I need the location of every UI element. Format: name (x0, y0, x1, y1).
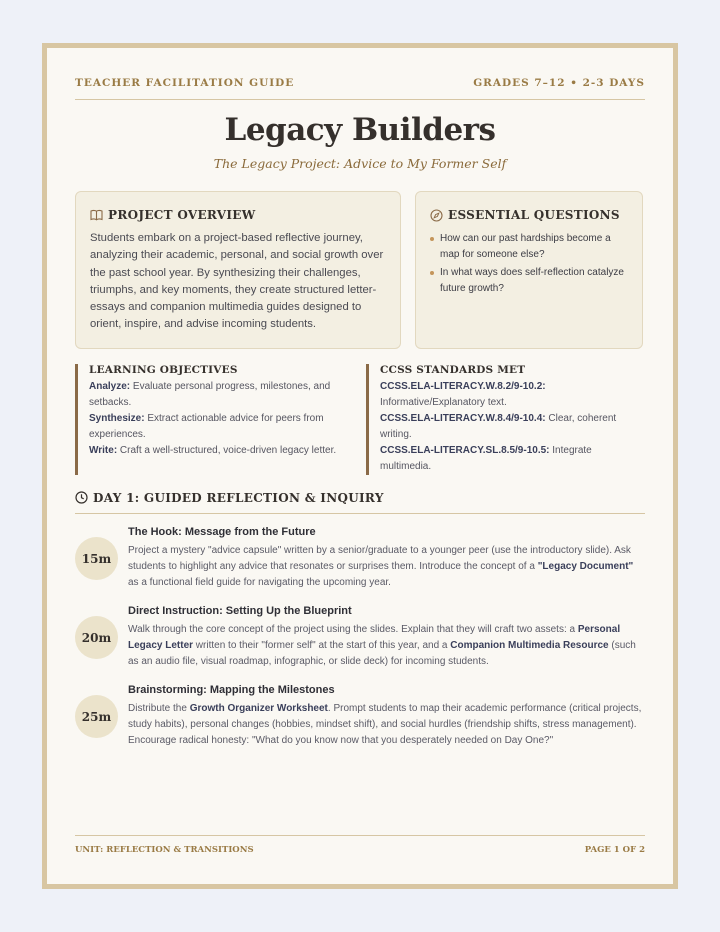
overview-title: PROJECT OVERVIEW (108, 208, 256, 222)
project-overview-card (75, 191, 401, 349)
step-body (128, 543, 643, 591)
book-icon (90, 209, 103, 221)
step-body (128, 622, 643, 670)
step-body (128, 701, 643, 749)
body-text: Distribute the (128, 703, 190, 714)
standards-title: CCSS STANDARDS MET (380, 364, 526, 376)
unit-label: UNIT: REFLECTION & TRANSITIONS (75, 845, 254, 855)
objective-item: Analyze: Evaluate personal progress, milestones, and setbacks. (89, 381, 331, 408)
grade-info: GRADES 7–12 • 2-3 DAYS (473, 77, 645, 89)
agenda-step (75, 526, 643, 596)
emphasis-text: "Legacy Document" (537, 561, 634, 572)
essential-questions-card (415, 191, 643, 349)
compass-icon (430, 209, 443, 222)
day1-title: DAY 1: GUIDED REFLECTION & INQUIRY (93, 491, 384, 505)
guide-label: TEACHER FACILITATION GUIDE (75, 77, 295, 89)
objective-item: Synthesize: Extract actionable advice for peers from experiences. (89, 413, 324, 440)
step-title: The Hook: Message from the Future (128, 526, 316, 538)
step-title: Direct Instruction: Setting Up the Blueprint (128, 605, 352, 617)
questions-list (430, 231, 630, 299)
page-footer (75, 835, 645, 859)
page-header (75, 77, 645, 100)
question-item: In what ways does self-reflection catalyze future growth? (430, 265, 630, 296)
time-badge: 15m (75, 537, 118, 580)
time-badge: 25m (75, 695, 118, 738)
objective-item: Write: Craft a well-structured, voice-driven legacy letter. (89, 445, 337, 456)
agenda-step (75, 684, 643, 754)
step-title: Brainstorming: Mapping the Milestones (128, 684, 335, 696)
agenda-step (75, 605, 643, 675)
standard-item: CCSS.ELA-LITERACY.W.8.4/9-10.4: Clear, coherent writing. (380, 413, 617, 440)
day1-heading (75, 491, 645, 514)
page-title: Legacy Builders (224, 112, 496, 148)
body-text: written to their "former self" at the start of this year, and a (193, 640, 451, 651)
body-text: Project a mystery "advice capsule" written by a senior/graduate to a younger peer (use the introductory slide). Ask students to highlight any advice that resonates or surprises them. Introduce the concept of a (128, 545, 631, 572)
objectives-title: LEARNING OBJECTIVES (89, 364, 238, 376)
page-number: PAGE 1 OF 2 (584, 845, 645, 855)
questions-title: ESSENTIAL QUESTIONS (448, 208, 620, 222)
emphasis-text: Growth Organizer Worksheet (189, 703, 328, 714)
body-text: (such as an audio file, visual roadmap, infographic, or slide deck) for incoming students. (128, 640, 636, 667)
emphasis-text: Companion Multimedia Resource (450, 640, 609, 651)
document-page (42, 43, 678, 889)
ccss-standards (366, 364, 643, 475)
standard-item: CCSS.ELA-LITERACY.SL.8.5/9-10.5: Integrate multimedia. (380, 445, 592, 472)
emphasis-text: Personal Legacy Letter (128, 624, 621, 651)
page-subtitle: The Legacy Project: Advice to My Former Self (213, 156, 507, 171)
overview-body: Students embark on a project-based reflective journey, analyzing their academic, personal, and social growth over the past school year. By synthesizing their challenges, triumphs, and key moments, they create structured letter-essays and companion multimedia guides designed to orient, inspire, and advise incoming students. (90, 232, 384, 331)
body-text: . Prompt students to map their academic performance (critical projects, study habits), personal changes (hobbies, mindset shift), and social hurdles (friendship shifts, stress management). Encourage radical honesty: "What do you know now that you desperately needed on Day One?" (128, 703, 642, 746)
learning-objectives (75, 364, 355, 475)
time-badge: 20m (75, 616, 118, 659)
question-item: How can our past hardships become a map for someone else? (430, 231, 630, 262)
body-text: as a functional field guide for navigating the upcoming year. (128, 577, 391, 588)
standard-item: CCSS.ELA-LITERACY.W.8.2/9-10.2: Informative/Explanatory text. (380, 381, 546, 408)
body-text: Walk through the core concept of the project using the slides. Explain that they will craft two assets: a (128, 624, 578, 635)
clock-icon (75, 491, 88, 504)
